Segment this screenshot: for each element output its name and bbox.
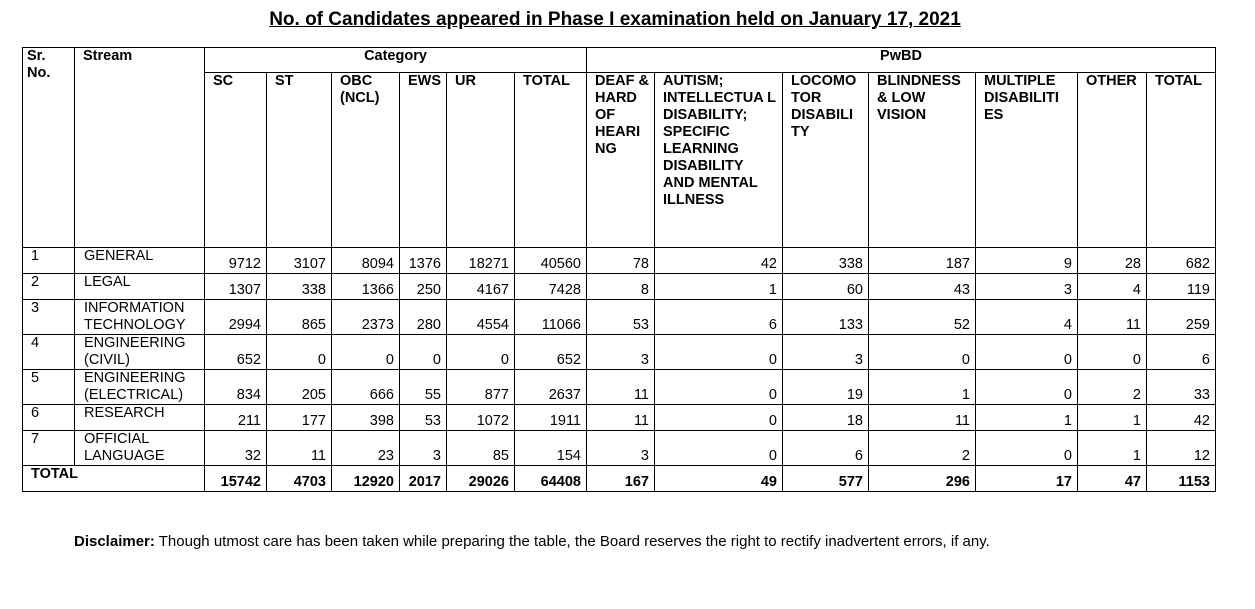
row-value: 211 <box>205 405 267 431</box>
disclaimer-label: Disclaimer: <box>74 533 155 550</box>
header-pwbd-col: BLINDNESS & LOW VISION <box>869 73 976 248</box>
row-value: 1366 <box>332 274 400 300</box>
header-pwbd-col: LOCOMO TOR DISABILI TY <box>783 73 869 248</box>
row-value: 2994 <box>205 300 267 335</box>
row-value: 18271 <box>447 248 515 274</box>
row-value: 3 <box>400 431 447 466</box>
row-value: 53 <box>587 300 655 335</box>
row-value: 6 <box>783 431 869 466</box>
total-value: 47 <box>1078 466 1147 492</box>
total-label: TOTAL <box>23 466 205 492</box>
total-value: 15742 <box>205 466 267 492</box>
total-value: 167 <box>587 466 655 492</box>
total-value: 4703 <box>267 466 332 492</box>
row-value: 398 <box>332 405 400 431</box>
header-pwbd-col: OTHER <box>1078 73 1147 248</box>
row-value: 205 <box>267 370 332 405</box>
row-sr-no: 7 <box>23 431 75 466</box>
header-category-col: SC <box>205 73 267 248</box>
total-value: 29026 <box>447 466 515 492</box>
header-stream: Stream <box>75 48 205 248</box>
row-value: 85 <box>447 431 515 466</box>
row-stream: INFORMATION TECHNOLOGY <box>75 300 205 335</box>
row-value: 2637 <box>515 370 587 405</box>
header-category-col: OBC (NCL) <box>332 73 400 248</box>
header-category-col: EWS <box>400 73 447 248</box>
total-value: 2017 <box>400 466 447 492</box>
row-value: 1376 <box>400 248 447 274</box>
row-value: 1 <box>655 274 783 300</box>
row-value: 18 <box>783 405 869 431</box>
row-value: 652 <box>205 335 267 370</box>
row-value: 0 <box>655 370 783 405</box>
total-value: 64408 <box>515 466 587 492</box>
row-value: 1911 <box>515 405 587 431</box>
row-value: 6 <box>655 300 783 335</box>
disclaimer-text: Though utmost care has been taken while preparing the table, the Board reserves the right to rectify inadvertent errors, if any. <box>154 533 990 550</box>
table-row <box>23 335 1216 370</box>
row-value: 4167 <box>447 274 515 300</box>
row-value: 19 <box>783 370 869 405</box>
row-value: 4 <box>1078 274 1147 300</box>
table-row <box>23 300 1216 335</box>
row-value: 0 <box>655 335 783 370</box>
table-body <box>23 48 1216 492</box>
row-value: 0 <box>655 431 783 466</box>
row-value: 119 <box>1147 274 1216 300</box>
row-value: 2 <box>869 431 976 466</box>
row-value: 1307 <box>205 274 267 300</box>
row-value: 154 <box>515 431 587 466</box>
row-value: 7428 <box>515 274 587 300</box>
row-value: 33 <box>1147 370 1216 405</box>
header-category-col: TOTAL <box>515 73 587 248</box>
row-value: 1 <box>976 405 1078 431</box>
row-sr-no: 1 <box>23 248 75 274</box>
row-value: 3 <box>783 335 869 370</box>
row-value: 42 <box>1147 405 1216 431</box>
table-row <box>23 370 1216 405</box>
header-row-top <box>23 48 1216 73</box>
row-value: 666 <box>332 370 400 405</box>
row-value: 0 <box>976 370 1078 405</box>
row-stream: ENGINEERING (CIVIL) <box>75 335 205 370</box>
row-sr-no: 4 <box>23 335 75 370</box>
header-category: Category <box>205 48 587 73</box>
header-category-col: UR <box>447 73 515 248</box>
row-sr-no: 6 <box>23 405 75 431</box>
row-value: 177 <box>267 405 332 431</box>
total-value: 1153 <box>1147 466 1216 492</box>
row-value: 28 <box>1078 248 1147 274</box>
row-value: 0 <box>447 335 515 370</box>
table-row <box>23 431 1216 466</box>
row-value: 834 <box>205 370 267 405</box>
row-value: 23 <box>332 431 400 466</box>
disclaimer <box>74 533 990 550</box>
row-value: 11 <box>587 370 655 405</box>
row-value: 40560 <box>515 248 587 274</box>
row-sr-no: 2 <box>23 274 75 300</box>
row-value: 4554 <box>447 300 515 335</box>
row-value: 0 <box>1078 335 1147 370</box>
row-value: 338 <box>267 274 332 300</box>
row-value: 0 <box>869 335 976 370</box>
row-value: 133 <box>783 300 869 335</box>
row-value: 1 <box>1078 431 1147 466</box>
row-stream: LEGAL <box>75 274 205 300</box>
row-value: 32 <box>205 431 267 466</box>
total-value: 17 <box>976 466 1078 492</box>
total-value: 577 <box>783 466 869 492</box>
row-stream: RESEARCH <box>75 405 205 431</box>
total-value: 12920 <box>332 466 400 492</box>
header-category-col: ST <box>267 73 332 248</box>
row-value: 11 <box>1078 300 1147 335</box>
row-value: 3 <box>587 335 655 370</box>
table-row <box>23 274 1216 300</box>
row-value: 11 <box>869 405 976 431</box>
row-value: 9712 <box>205 248 267 274</box>
row-value: 877 <box>447 370 515 405</box>
row-stream: GENERAL <box>75 248 205 274</box>
header-pwbd-col: DEAF & HARD OF HEARI NG <box>587 73 655 248</box>
row-value: 8 <box>587 274 655 300</box>
row-value: 3 <box>587 431 655 466</box>
row-value: 78 <box>587 248 655 274</box>
row-value: 1 <box>1078 405 1147 431</box>
row-value: 0 <box>332 335 400 370</box>
header-pwbd-col: AUTISM; INTELLECTUA L DISABILITY; SPECIFIC LEARNING DISABILITY AND MENTAL ILLNESS <box>655 73 783 248</box>
total-value: 296 <box>869 466 976 492</box>
row-value: 11 <box>267 431 332 466</box>
table-row <box>23 248 1216 274</box>
table-row <box>23 405 1216 431</box>
header-pwbd-col: TOTAL <box>1147 73 1216 248</box>
row-value: 338 <box>783 248 869 274</box>
row-value: 52 <box>869 300 976 335</box>
row-value: 3 <box>976 274 1078 300</box>
row-value: 4 <box>976 300 1078 335</box>
total-value: 49 <box>655 466 783 492</box>
header-sr-no: Sr. No. <box>23 48 75 248</box>
row-value: 11 <box>587 405 655 431</box>
row-value: 9 <box>976 248 1078 274</box>
row-value: 865 <box>267 300 332 335</box>
row-value: 1 <box>869 370 976 405</box>
row-value: 0 <box>976 431 1078 466</box>
row-value: 43 <box>869 274 976 300</box>
row-stream: ENGINEERING (ELECTRICAL) <box>75 370 205 405</box>
row-value: 1072 <box>447 405 515 431</box>
row-value: 2 <box>1078 370 1147 405</box>
row-value: 682 <box>1147 248 1216 274</box>
row-value: 0 <box>400 335 447 370</box>
header-pwbd: PwBD <box>587 48 1216 73</box>
row-value: 0 <box>655 405 783 431</box>
row-value: 55 <box>400 370 447 405</box>
total-row <box>23 466 1216 492</box>
row-value: 6 <box>1147 335 1216 370</box>
candidates-table <box>22 47 1216 492</box>
page-title: No. of Candidates appeared in Phase I examination held on January 17, 2021 <box>269 9 961 30</box>
row-value: 3107 <box>267 248 332 274</box>
row-value: 187 <box>869 248 976 274</box>
row-sr-no: 5 <box>23 370 75 405</box>
row-value: 250 <box>400 274 447 300</box>
row-sr-no: 3 <box>23 300 75 335</box>
row-value: 11066 <box>515 300 587 335</box>
row-value: 2373 <box>332 300 400 335</box>
row-value: 53 <box>400 405 447 431</box>
row-value: 259 <box>1147 300 1216 335</box>
row-value: 12 <box>1147 431 1216 466</box>
header-pwbd-col: MULTIPLE DISABILITI ES <box>976 73 1078 248</box>
row-value: 280 <box>400 300 447 335</box>
row-value: 652 <box>515 335 587 370</box>
row-stream: OFFICIAL LANGUAGE <box>75 431 205 466</box>
row-value: 8094 <box>332 248 400 274</box>
row-value: 0 <box>976 335 1078 370</box>
row-value: 42 <box>655 248 783 274</box>
row-value: 0 <box>267 335 332 370</box>
row-value: 60 <box>783 274 869 300</box>
